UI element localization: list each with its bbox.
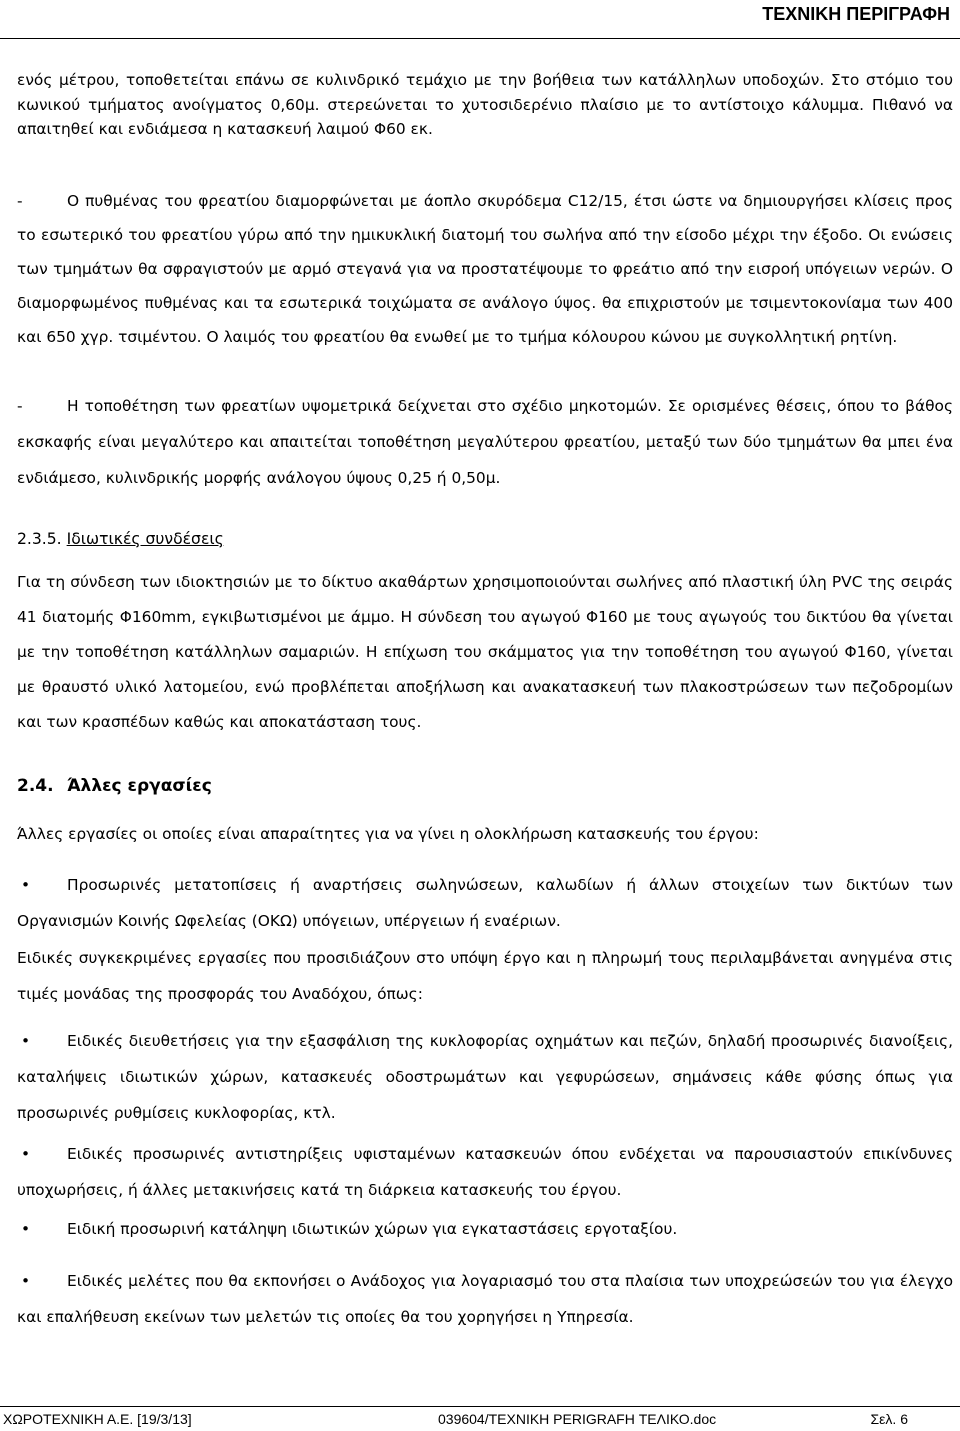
paragraph-text: Ο πυθμένας του φρεατίου διαμορφώνεται με άοπλο σκυρόδεμα C12/15, έτσι ώστε να δημιουργήσει κλίσεις προς το εσωτερικό του φρεατίου γύρω από την ημικυκλική διατομή του σωλήνα από την είσοδο μέχρι την έξοδο. Οι ενώσεις των τμημάτων θα σφραγιστούν με αρμό στεγανά για να προστατέψουμε το φρεάτιο από την εισροή υπόγειων νερών. Ο διαμορφωμένος πυθμένας και τα εσωτερικά τοιχώματα σε ανάλογο ύψος. θα επιχριστούν με τσιμεντοκονίαμα των 400 και 650 χγρ. τσιμέντου. Ο λαιμός του φρεατίου θα ενωθεί με το τμήμα κόλουρου κώνου με συγκολλητική ρητίνη. <box>17 192 953 346</box>
header-divider <box>0 38 960 39</box>
list-item <box>17 1263 953 1335</box>
list-item-text: Ειδικές διευθετήσεις για την εξασφάλιση της κυκλοφορίας οχημάτων και πεζών, δηλαδή προσωρινές διανοίξεις, καταλήψεις ιδιωτικών χώρων, κατασκευές οδοστρωμάτων και γεφυρώσεων, σημάνσεις κάθε φύσης όπως για προσωρινές ρυθμίσεις κυκλοφορίας, κτλ. <box>17 1032 953 1122</box>
footer-divider <box>0 1406 960 1407</box>
section-number: 2.3.5. <box>17 530 62 548</box>
paragraph-private-connections: Για τη σύνδεση των ιδιοκτησιών με το δίκτυο ακαθάρτων χρησιμοποιούνται σωλήνες από πλαστική ύλη PVC της σειράς 41 διατομής Φ160mm, εγκιβωτισμένοι με άμμο. Η σύνδεση του αγωγού Φ160 με τους αγωγούς του δικτύου θα γίνεται με την τοποθέτηση κατάλληλων σαμαριών. Η επίχωση του σκάμματος για την τοποθέτηση του αγωγού Φ160, γίνεται με θραυστό υλικό λατομείου, ενώ προβλέπεται αποξήλωση και ανακατασκευή των πλακοστρώσεων των πεζοδρομίων και των κρασπέδων καθώς και αποκατάσταση τους. <box>17 573 953 731</box>
list-item <box>17 867 953 939</box>
bullet-icon: • <box>21 1032 31 1050</box>
section-heading-other-works <box>17 776 212 796</box>
list-item-text: Ειδικές μελέτες που θα εκπονήσει ο Ανάδοχος για λογαριασμό του στα πλαίσια των υποχρεώσεών του για έλεγχο και επαλήθευση εκείνων των μελετών τις οποίες θα του χορηγήσει η Υπηρεσία. <box>17 1272 953 1326</box>
section-title: Ιδιωτικές συνδέσεις <box>66 530 224 548</box>
section-heading-private-connections <box>17 530 224 548</box>
section-number: 2.4. <box>17 776 54 796</box>
dash-marker: - <box>17 397 23 415</box>
bullet-icon: • <box>21 1145 31 1163</box>
paragraph-manhole-neck: ενός μέτρου, τοποθετείται επάνω σε κυλινδρικό τεμάχιο με την βοήθεια των κατάλληλων υποδοχών. Στο στόμιο του κωνικού τμήματος ανοίγματος 0,60μ. στερεώνεται το χυτοσιδερένιο πλαίσιο με το αντίστοιχο κάλυμμα. Πιθανό να απαιτηθεί και ενδιάμεσα η κατασκευή λαιμού Φ60 εκ. <box>17 71 953 138</box>
list-item-text: Ειδική προσωρινή κατάληψη ιδιωτικών χώρων για εγκαταστάσεις εργοταξίου. <box>67 1220 678 1238</box>
paragraph-special-works: Ειδικές συγκεκριμένες εργασίες που προσιδιάζουν στο υπόψη έργο και η πληρωμή τους περιλαμβάνεται ανηγμένα στις τιμές μονάδας της προσφοράς του Αναδόχου, όπως: <box>17 949 953 1003</box>
footer-company: ΧΩΡΟΤΕΧΝΙΚΗ Α.Ε. [19/3/13] <box>3 1411 192 1427</box>
list-item-text: Ειδικές προσωρινές αντιστηρίξεις υφισταμένων κατασκευών όπου ενδέχεται να παρουσιαστούν επικίνδυνες υποχωρήσεις, ή άλλες μετακινήσεις κατά τη διάρκεια κατασκευής του έργου. <box>17 1145 953 1199</box>
footer-page-number: Σελ. 6 <box>870 1411 908 1427</box>
list-item <box>17 1217 953 1241</box>
bullet-icon: • <box>21 1272 31 1290</box>
list-item <box>17 1023 953 1131</box>
dash-marker: - <box>17 192 23 210</box>
list-item-text: Προσωρινές μετατοπίσεις ή αναρτήσεις σωληνώσεων, καλωδίων ή άλλων στοιχείων των δικτύων των Οργανισμών Κοινής Ωφελείας (ΟΚΩ) υπόγειων, υπέργειων ή εναέριων. <box>17 876 953 930</box>
footer-filename: 039604/ΤΕΧΝΙΚΗ PERIGRAFH ΤΕΛΙΚΟ.doc <box>438 1411 717 1427</box>
bullet-icon: • <box>21 1220 31 1238</box>
paragraph-manhole-bottom <box>17 184 953 354</box>
paragraph-text: Η τοποθέτηση των φρεατίων υψομετρικά δείχνεται στο σχέδιο μηκοτομών. Σε ορισμένες θέσεις, όπου το βάθος εκσκαφής είναι μεγαλύτερο και απαιτείται τοποθέτηση μεγαλύτερου φρεατίου, μεταξύ των δύο τμημάτων θα μπει ένα ενδιάμεσο, κυλινδρικής μορφής ανάλογου ύψους 0,25 ή 0,50μ. <box>17 397 953 487</box>
document-header-title: ΤΕΧΝΙΚΗ ΠΕΡΙΓΡΑΦΗ <box>762 4 950 24</box>
bullet-icon: • <box>21 876 31 894</box>
paragraph-manhole-placement <box>17 388 953 496</box>
list-item <box>17 1136 953 1208</box>
paragraph-other-works-intro: Άλλες εργασίες οι οποίες είναι απαραίτητες για να γίνει η ολοκλήρωση κατασκευής του έργου: <box>17 825 759 843</box>
section-title: Άλλες εργασίες <box>67 776 212 796</box>
